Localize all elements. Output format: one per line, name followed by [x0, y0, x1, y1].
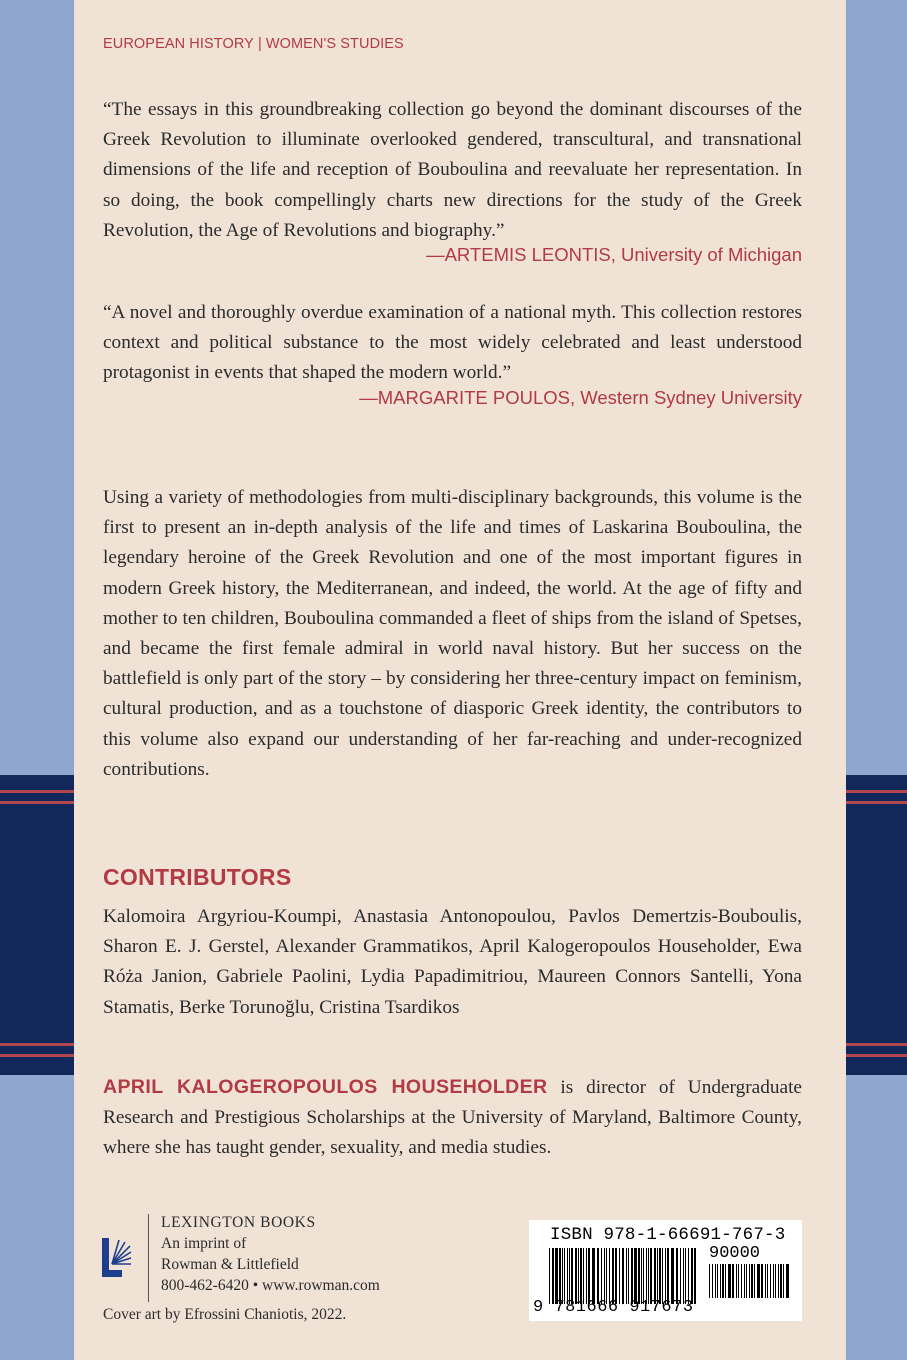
barcode-bar [671, 1248, 674, 1304]
barcode-bar [676, 1248, 678, 1304]
barcode-bar [761, 1264, 763, 1298]
barcode-bar [662, 1248, 663, 1304]
contributors-names: Kalomoira Argyriou-Koumpi, Anastasia Antonopoulou, Pavlos Demertzis-Bouboulis, Sharon E. J. Gerstel, Alexander Grammatikos, April Kalogeropoulos Householder, Ewa Róża Janion, Gabriele Paolini, Lydia Papadimitriou, Maureen Connors Santelli, Yona Stamatis, Berke Torunoğlu, Cristina Tsardikos [103, 906, 802, 1018]
endorsement-attribution: —MARGARITE POULOS, Western Sydney University [359, 386, 802, 408]
publisher-parent: Rowman & Littlefield [161, 1256, 299, 1273]
barcode-bar [783, 1264, 784, 1298]
barcode-bar [728, 1264, 731, 1298]
barcode-bar [626, 1248, 627, 1304]
endorsement-quote: “A novel and thoroughly overdue examination of a national myth. This collection restores context and political substance to the most widely celebrated and least understood protagonist in events that shaped the modern world.” [103, 302, 802, 384]
barcode-bar [754, 1264, 755, 1298]
barcode-bar [715, 1264, 716, 1298]
author-bio-paragraph [103, 1072, 802, 1164]
publisher-name: LEXINGTON BOOKS [161, 1214, 316, 1231]
barcode-bar [575, 1248, 577, 1304]
barcode-bar [659, 1248, 661, 1304]
barcode-bar [744, 1264, 745, 1298]
author-bio [103, 1072, 802, 1164]
barcode-bar [648, 1248, 649, 1304]
publisher-logo-icon [100, 1234, 132, 1284]
barcode-bar [559, 1248, 561, 1304]
contributors-heading: CONTRIBUTORS [103, 864, 292, 890]
ean-barcode-bars [549, 1248, 699, 1304]
barcode-bar [569, 1248, 570, 1304]
barcode-bar [592, 1248, 595, 1304]
barcode-bar [654, 1248, 656, 1304]
barcode-bar [562, 1248, 563, 1304]
barcode-bar [667, 1248, 669, 1304]
barcode-bar [694, 1248, 696, 1304]
barcode-bar [555, 1248, 558, 1304]
endorsement-1 [103, 95, 802, 266]
publisher-contact: 800-462-6420 • www.rowman.com [161, 1277, 380, 1294]
publisher-imprint-line: An imprint of [161, 1235, 247, 1252]
ean-digits: 9 781666 917673 [533, 1298, 694, 1317]
barcode-bar [780, 1264, 782, 1298]
contributors-list [103, 902, 802, 1023]
barcode-bar [688, 1248, 689, 1304]
barcode-bar [773, 1264, 774, 1298]
barcode-bar [741, 1264, 742, 1298]
barcode-bar [722, 1264, 724, 1298]
barcode-bar [588, 1248, 590, 1304]
description-text: Using a variety of methodologies from multi-disciplinary backgrounds, this volume is the first to present an in-depth analysis of the life and times of Laskarina Bouboulina, the legendary heroine of the Greek Revolution and one of the most important figures in modern Greek history, the Mediterranean, and indeed, the world. At the age of fifty and mother to ten children, Bouboulina commanded a fleet of ships from the island of Spetses, and became the first female admiral in world naval history. But her success on the battlefield is only part of the story – by considering her three-century impact on feminism, cultural production, and as a touchstone of diasporic Greek identity, the contributors to this volume also expand our understanding of her far-reaching and under-recognized contributions. [103, 487, 802, 780]
barcode-bar [738, 1264, 739, 1298]
category-separator: | [257, 36, 262, 52]
barcode-bar [549, 1248, 550, 1304]
isbn-barcode [529, 1220, 802, 1321]
barcode-bar [770, 1264, 771, 1298]
barcode-bar [606, 1248, 607, 1304]
barcode-bar [643, 1248, 644, 1304]
barcode-bar [580, 1248, 582, 1304]
publisher-text [161, 1212, 380, 1296]
barcode-bar [650, 1248, 652, 1304]
barcode-bar [717, 1264, 718, 1298]
barcode-bar [567, 1248, 568, 1304]
barcode-bar [609, 1248, 610, 1304]
barcode-bar [691, 1248, 693, 1304]
barcode-bar [578, 1248, 579, 1304]
barcode-bar [775, 1264, 776, 1298]
barcode-bar [646, 1248, 647, 1304]
barcode-bar [680, 1248, 681, 1304]
isbn-label: ISBN 978-1-66691-767-3 [550, 1225, 786, 1245]
barcode-bar [622, 1248, 624, 1304]
barcode-bar [765, 1264, 766, 1298]
barcode-bar [552, 1248, 554, 1304]
publisher-block [100, 1212, 420, 1302]
barcode-bar [725, 1264, 726, 1298]
barcode-bar [601, 1248, 602, 1304]
endorsement-quote: “The essays in this groundbreaking collection go beyond the dominant discourses of the Greek Revolution to illuminate overlooked gendered, transcultural, and transnational dimensions of the life and reception of Bouboulina and reevaluate her representation. In so doing, the book compellingly charts new directions for the study of the Greek Revolution, the Age of Revolutions and biography.” [103, 99, 802, 241]
barcode-bar [564, 1248, 565, 1304]
barcode-bar [657, 1248, 658, 1304]
barcode-bar [665, 1248, 666, 1304]
barcode-bar [615, 1248, 617, 1304]
endorsement-2 [103, 298, 802, 409]
barcode-bar [586, 1248, 587, 1304]
category-primary: EUROPEAN HISTORY [103, 36, 254, 52]
price-barcode-bars [709, 1264, 791, 1298]
barcode-bar [736, 1264, 737, 1298]
publisher-divider [148, 1214, 149, 1302]
barcode-bar [634, 1248, 637, 1304]
barcode-bar [786, 1264, 789, 1298]
author-bio-text: is director of Undergraduate Research and Prestigious Scholarships at the University of Maryland, Baltimore County, where she has taught gender, sexuality, and media studies. [103, 1077, 802, 1159]
barcode-bar [612, 1248, 614, 1304]
cover-art-credit: Cover art by Efrossini Chaniotis, 2022. [103, 1306, 347, 1323]
endorsement-attribution: —ARTEMIS LEONTIS, University of Michigan [426, 244, 802, 266]
barcode-bar [746, 1264, 747, 1298]
barcode-bar [749, 1264, 750, 1298]
category-secondary: WOMEN'S STUDIES [265, 36, 404, 52]
barcode-bar [619, 1248, 620, 1304]
barcode-bar [604, 1248, 605, 1304]
barcode-bar [583, 1248, 584, 1304]
category-label [103, 36, 802, 52]
barcode-bar [641, 1248, 642, 1304]
barcode-bar [685, 1248, 686, 1304]
barcode-bar [778, 1264, 779, 1298]
barcode-bar [712, 1264, 713, 1298]
barcode-bar [709, 1264, 710, 1298]
barcode-bar [757, 1264, 760, 1298]
book-description [103, 483, 802, 785]
price-code: 90000 [709, 1244, 761, 1263]
barcode-bar [767, 1264, 768, 1298]
barcode-bar [720, 1264, 721, 1298]
barcode-bar [638, 1248, 640, 1304]
barcode-bar [628, 1248, 629, 1304]
barcode-bar [571, 1248, 573, 1304]
barcode-bar [631, 1248, 633, 1304]
barcode-bar [683, 1248, 684, 1304]
barcode-bar [597, 1248, 599, 1304]
barcode-bar [751, 1264, 753, 1298]
author-name: APRIL KALOGEROPOULOS HOUSEHOLDER [103, 1076, 548, 1098]
barcode-bar [732, 1264, 734, 1298]
